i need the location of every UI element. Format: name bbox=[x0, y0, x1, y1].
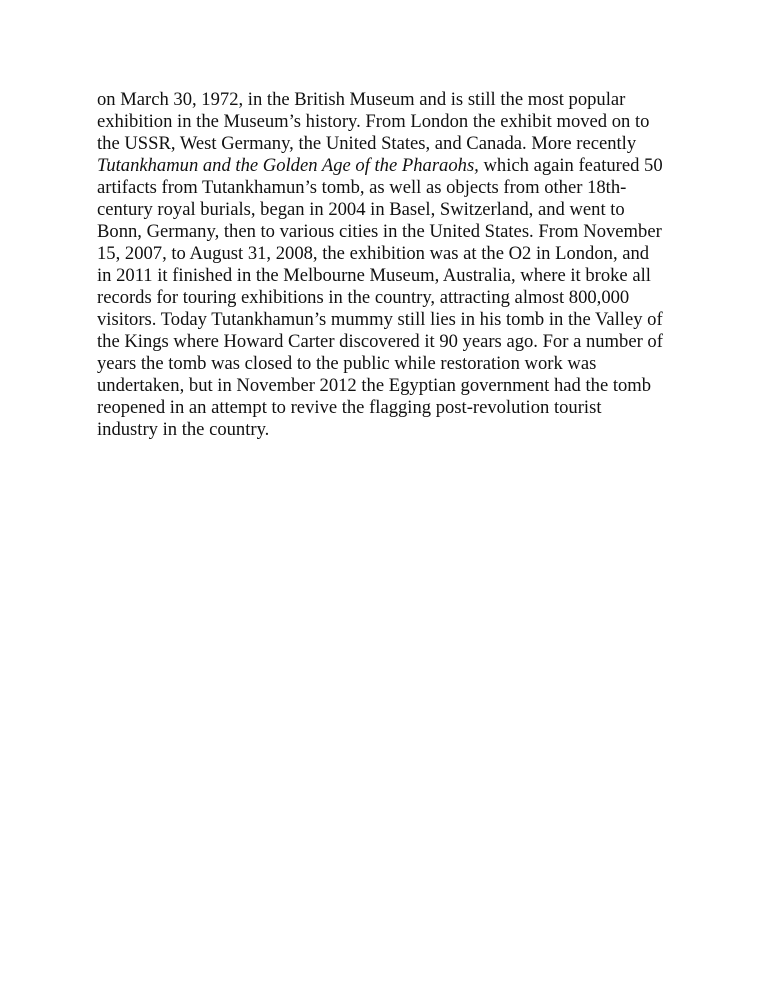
text-line: the USSR, West Germany, the United States, and Canada. More recently bbox=[97, 133, 637, 154]
text-line: exhibition in the Museum’s history. From London the exhibit moved on to bbox=[97, 111, 650, 132]
text-line: century royal burials, began in 2004 in Basel, Switzerland, and went to bbox=[97, 199, 625, 220]
text-span: which again featured 50 bbox=[478, 155, 663, 176]
text-line: industry in the country. bbox=[97, 419, 270, 440]
text-line: Bonn, Germany, then to various cities in the United States. From November bbox=[97, 221, 662, 242]
text-line: artifacts from Tutankhamun’s tomb, as well as objects from other 18th- bbox=[97, 177, 627, 198]
text-line: reopened in an attempt to revive the flagging post-revolution tourist bbox=[97, 397, 602, 418]
text-line: on March 30, 1972, in the British Museum and is still the most popular bbox=[97, 89, 626, 110]
text-line: years the tomb was closed to the public while restoration work was bbox=[97, 353, 597, 374]
body-paragraph bbox=[97, 89, 697, 441]
text-line: visitors. Today Tutankhamun’s mummy still lies in his tomb in the Valley of bbox=[97, 309, 663, 330]
text-line: records for touring exhibitions in the country, attracting almost 800,000 bbox=[97, 287, 630, 308]
text-line: in 2011 it finished in the Melbourne Museum, Australia, where it broke all bbox=[97, 265, 651, 286]
text-line bbox=[97, 155, 697, 177]
text-line: the Kings where Howard Carter discovered it 90 years ago. For a number of bbox=[97, 331, 663, 352]
text-line: 15, 2007, to August 31, 2008, the exhibition was at the O2 in London, and bbox=[97, 243, 650, 264]
text-line: undertaken, but in November 2012 the Egyptian government had the tomb bbox=[97, 375, 652, 396]
exhibition-title: Tutankhamun and the Golden Age of the Pharaohs, bbox=[97, 155, 479, 176]
